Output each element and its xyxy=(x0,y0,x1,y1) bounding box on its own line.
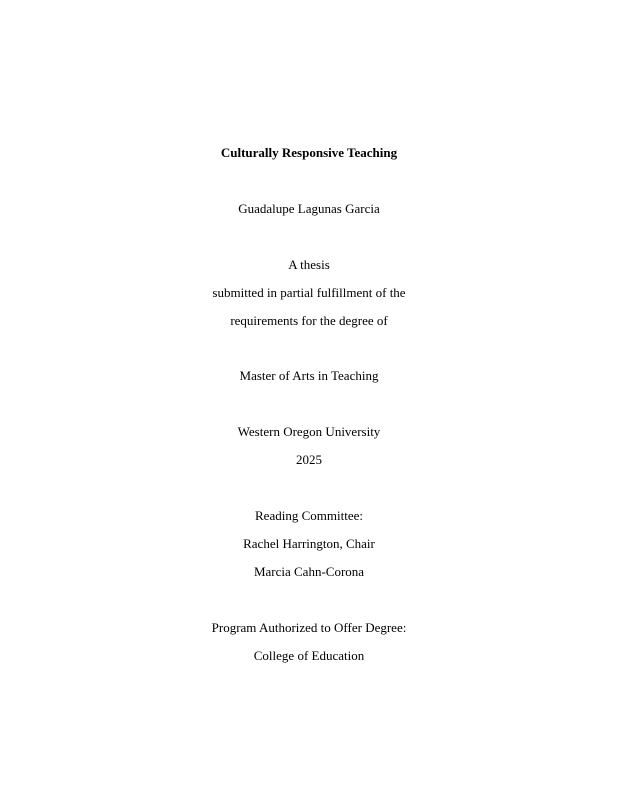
thesis-statement-line-1: A thesis xyxy=(288,257,330,272)
program-name: College of Education xyxy=(253,648,365,663)
degree-name: Master of Arts in Teaching xyxy=(239,368,379,383)
thesis-statement-line-3: requirements for the degree of xyxy=(230,313,388,328)
program-heading: Program Authorized to Offer Degree: xyxy=(211,620,407,635)
year: 2025 xyxy=(296,452,322,467)
thesis-statement-line-2: submitted in partial fulfillment of the xyxy=(212,285,406,300)
institution-name: Western Oregon University xyxy=(237,424,381,439)
committee-heading: Reading Committee: xyxy=(255,508,363,523)
author-name: Guadalupe Lagunas Garcia xyxy=(238,201,380,216)
committee-member: Marcia Cahn-Corona xyxy=(253,564,365,579)
committee-member-chair: Rachel Harrington, Chair xyxy=(243,536,375,551)
thesis-title: Culturally Responsive Teaching xyxy=(220,145,398,160)
